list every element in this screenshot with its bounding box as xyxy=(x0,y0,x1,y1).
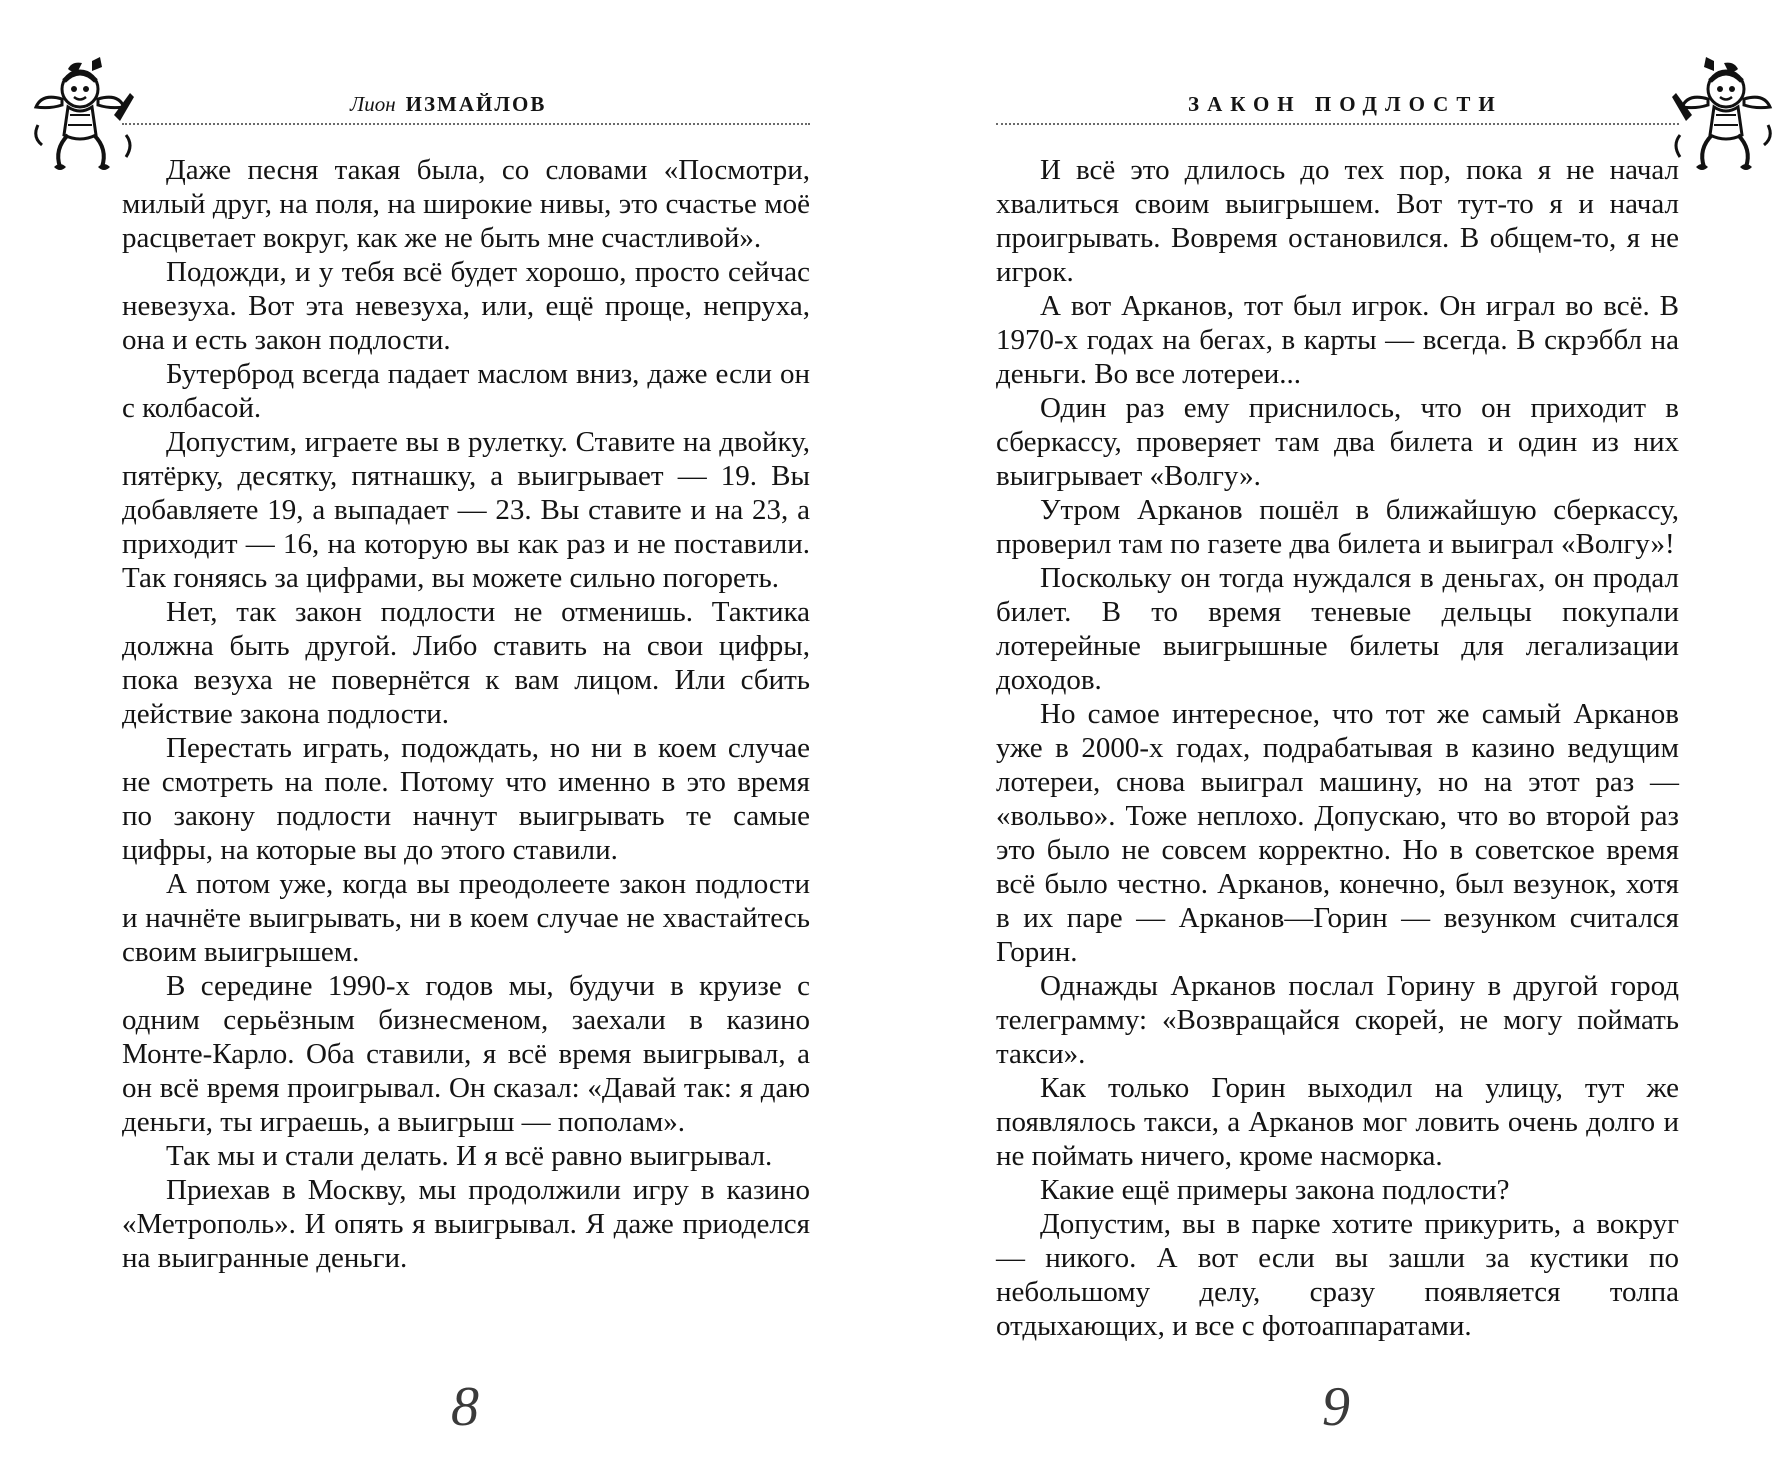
right-page-body xyxy=(996,153,1679,1343)
paragraph: Допустим, играете вы в рулетку. Ставите на двойку, пятёрку, десятку, пятнашку, а выигрывает — 19. Вы добавляете 19, а выпадает — 23. Вы ставите и на 23, а приходит — 16, на которую вы как раз и не поставили. Так гоняясь за цифрами, вы можете сильно погореть. xyxy=(122,426,810,594)
paragraph: Один раз ему приснилось, что он приходит в сберкассу, проверяет там два билета и один из них выигрывает «Волгу». xyxy=(996,392,1679,492)
paragraph: Какие ещё примеры закона подлости? xyxy=(1040,1174,1510,1206)
paragraph: Однажды Арканов послал Горину в другой город телеграмму: «Возвращайся скорей, не могу поймать такси». xyxy=(996,970,1679,1070)
paragraph: Но самое интересное, что тот же самый Арканов уже в 2000-х годах, подрабатывая в казино ведущим лотереи, снова выиграл машину, но на этот раз — «вольво». Тоже неплохо. Допускаю, что во второй раз это было не совсем корректно. Но в советское время всё было честно. Арканов, конечно, был везунок, хотя в их паре — Арканов—Горин — везунком считался Горин. xyxy=(996,698,1679,968)
paragraph: Поскольку он тогда нуждался в деньгах, он продал билет. В то время теневые дельцы покупали лотерейные выигрышные билеты для легализации доходов. xyxy=(996,562,1679,696)
author-last-name: ИЗМАЙЛОВ xyxy=(405,92,547,116)
paragraph: Допустим, вы в парке хотите прикурить, а вокруг — никого. А вот если вы зашли за кустики по небольшому делу, сразу появляется толпа отдыхающих, и все с фотоаппаратами. xyxy=(996,1208,1679,1342)
cherub-mascot-icon xyxy=(28,55,136,175)
paragraph: Подожди, и у тебя всё будет хорошо, просто сейчас невезуха. Вот эта невезуха, или, ещё проще, непруха, она и есть закон подлости. xyxy=(122,256,810,356)
running-header-left xyxy=(122,93,810,125)
header-author xyxy=(350,92,546,117)
left-page-body xyxy=(122,153,810,1275)
paragraph: Бутерброд всегда падает маслом вниз, даже если он с колбасой. xyxy=(122,358,810,424)
right-page xyxy=(896,0,1792,1462)
paragraph: Так мы и стали делать. И я всё равно выигрывал. xyxy=(166,1140,773,1172)
author-first-name: Лион xyxy=(350,92,396,116)
book-title: ЗАКОН ПОДЛОСТИ xyxy=(1188,92,1503,116)
paragraph: И всё это длилось до тех пор, пока я не начал хвалиться своим выигрышем. Вот тут-то я и начал проигрывать. Вовремя остановился. В общем-то, я не игрок. xyxy=(996,154,1679,288)
header-book-title xyxy=(1188,92,1503,117)
paragraph: Как только Горин выходил на улицу, тут же появлялось такси, а Арканов мог ловить очень долго и не поймать ничего, кроме насморка. xyxy=(996,1072,1679,1172)
paragraph: Перестать играть, подождать, но ни в коем случае не смотреть на поле. Потому что именно в это время по закону подлости начнут выигрывать те самые цифры, на которые вы до этого ставили. xyxy=(122,732,810,866)
cherub-mascot-icon xyxy=(1670,55,1778,175)
page-number-right: 9 xyxy=(1322,1376,1350,1438)
paragraph: Даже песня такая была, со словами «Посмотри, милый друг, на поля, на широкие нивы, это счастье моё расцветает вокруг, как же не быть мне счастливой». xyxy=(122,154,810,254)
paragraph: Приехав в Москву, мы продолжили игру в казино «Метрополь». И опять я выигрывал. Я даже приоделся на выигранные деньги. xyxy=(122,1174,810,1274)
paragraph: Утром Арканов пошёл в ближайшую сберкассу, проверил там по газете два билета и выиграл «Волгу»! xyxy=(996,494,1679,560)
paragraph: В середине 1990-х годов мы, будучи в круизе с одним серьёзным бизнесменом, заехали в казино Монте-Карло. Оба ставили, я всё время выигрывал, а он всё время проигрывал. Он сказал: «Давай так: я даю деньги, ты играешь, а выигрыш — пополам». xyxy=(122,970,810,1138)
paragraph: Нет, так закон подлости не отменишь. Тактика должна быть другой. Либо ставить на свои цифры, пока везуха не повернётся к вам лицом. Или сбить действие закона подлости. xyxy=(122,596,810,730)
paragraph: А потом уже, когда вы преодолеете закон подлости и начнёте выигрывать, ни в коем случае не хвастайтесь своим выигрышем. xyxy=(122,868,810,968)
paragraph: А вот Арканов, тот был игрок. Он играл во всё. В 1970-х годах на бегах, в карты — всегда. В скрэббл на деньги. Во все лотереи... xyxy=(996,290,1679,390)
running-header-right xyxy=(996,93,1679,125)
page-number-left: 8 xyxy=(451,1376,479,1438)
